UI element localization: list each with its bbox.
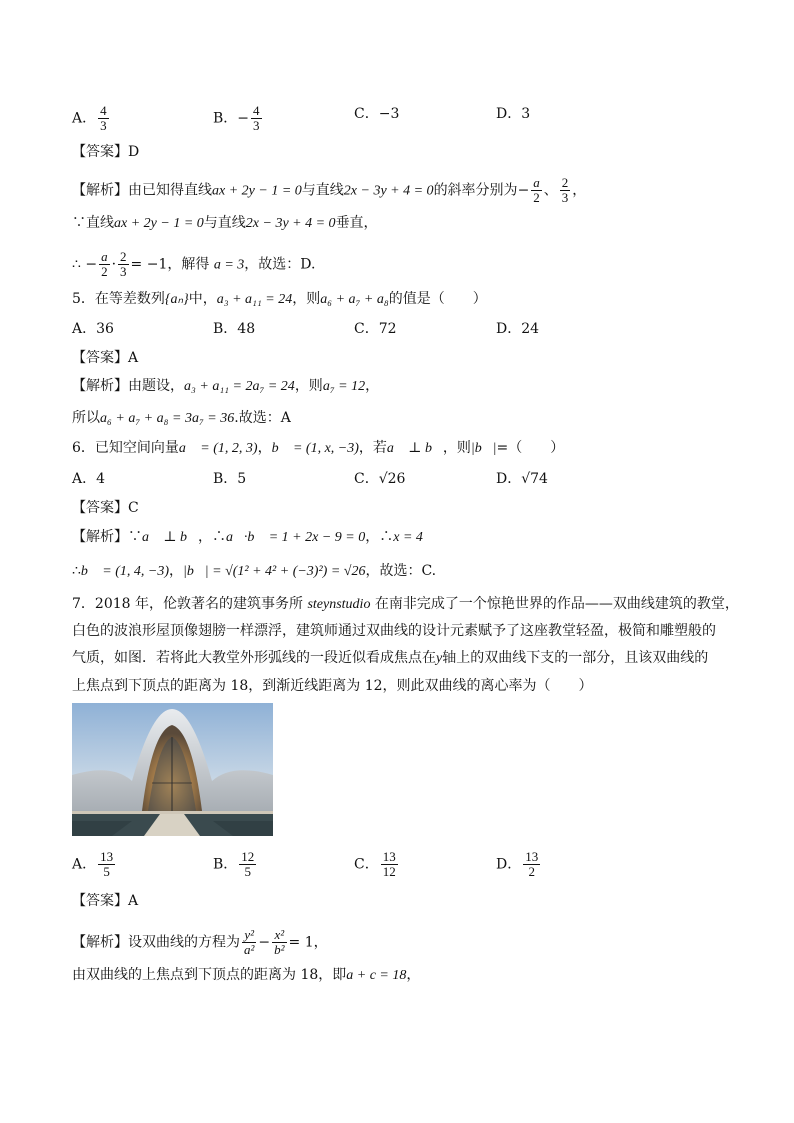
q4-option-c: C．−3 xyxy=(354,106,400,122)
hyperbolic-chapel-image xyxy=(72,703,273,836)
q6-option-a: A．4 xyxy=(72,471,106,487)
q7-option-c-fraction: $\frac{13}{12}$ xyxy=(382,849,396,879)
q6-option-c: C．√26 xyxy=(354,471,406,487)
q5-explanation-line2: 所以a₆ + a₇ + a₈ = 3a₇ = 36.故选：A xyxy=(72,410,291,426)
q5-option-a: A．36 xyxy=(72,321,114,337)
q4-explanation-line1: 【解析】由已知得直线ax + 2y − 1 = 0与直线2x − 3y + 4 = 0的斜率分别为− $\frac{a}{2}$ 、 $\frac{2}{3}$ ， xyxy=(72,175,587,205)
q7-answer: 【答案】A xyxy=(72,893,139,909)
q7-stem-line3: 气质，如图．若将此大教堂外形弧线的一段近似看成焦点在y轴上的双曲线下支的一部分，且该双曲线的 xyxy=(72,650,709,666)
q6-stem: 6．已知空间向量a⃗ = (1, 2, 3)，b⃗ = (1, x, −3)，若a⃗ ⊥ b⃗，则|b⃗|=（ ） xyxy=(72,440,565,456)
q6-option-b: B．5 xyxy=(213,471,247,487)
q5-option-d: D．24 xyxy=(496,321,540,337)
q7-explanation-line2: 由双曲线的上焦点到下顶点的距离为 18，即a + c = 18， xyxy=(72,967,421,983)
q7-stem-line2: 白色的波浪形屋顶像翅膀一样漂浮，建筑师通过双曲线的设计元素赋予了这座教堂轻盈，极简和雕塑般的 xyxy=(72,623,716,639)
q5-explanation-line1: 【解析】由题设，a₃ + a₁₁ = 2a₇ = 24，则a₇ = 12， xyxy=(72,378,380,394)
q4-option-b-fraction: $\frac{4}{3}$ xyxy=(253,103,260,133)
q4-option-a-fraction: $\frac{4}{3}$ xyxy=(100,103,107,133)
q6-answer: 【答案】C xyxy=(72,500,139,516)
q7-option-a-fraction: $\frac{13}{5}$ xyxy=(100,849,114,879)
q4-option-b: B．− $\frac{4}{3}$ xyxy=(213,103,260,133)
q7-stem-line1: 7．2018 年，伦敦著名的建筑事务所 steynstudio 在南非完成了一个惊艳世界的作品——双曲线建筑的教堂， xyxy=(72,596,739,612)
product-fraction-1: $\frac{a}{2}$ xyxy=(101,249,108,279)
q5-option-b: B．48 xyxy=(213,321,256,337)
slope-fraction-2: $\frac{2}{3}$ xyxy=(561,175,569,205)
q4-answer: 【答案】D xyxy=(72,144,140,160)
q4-option-a: A． $\frac{4}{3}$ xyxy=(72,103,107,133)
q7-option-a: A． $\frac{13}{5}$ xyxy=(72,849,114,879)
chapel-photo xyxy=(72,703,273,836)
q6-explanation-line1: 【解析】∵a⃗ ⊥ b⃗，∴a⃗·b⃗ = 1 + 2x − 9 = 0，∴x = 4 xyxy=(72,529,423,545)
q6-option-d: D．√74 xyxy=(496,471,548,487)
q4-explanation-line3: ∴ − $\frac{a}{2}$ · $\frac{2}{3}$ = −1，解得 a = 3，故选：D. xyxy=(72,249,316,279)
hyperbola-term-1: $\frac{\text{y²}}{\text{a²}}$ xyxy=(244,927,255,957)
q7-stem-line4: 上焦点到下顶点的距离为 18，到渐近线距离为 12，则此双曲线的离心率为（ ） xyxy=(72,678,593,694)
q7-option-d-fraction: $\frac{13}{2}$ xyxy=(525,849,539,879)
q5-option-c: C．72 xyxy=(354,321,397,337)
q7-option-c: C． $\frac{13}{12}$ xyxy=(354,849,396,879)
q7-option-b-fraction: $\frac{12}{5}$ xyxy=(241,849,255,879)
q7-option-d: D． $\frac{13}{2}$ xyxy=(496,849,539,879)
q5-stem: 5．在等差数列{aₙ}中，a₃ + a₁₁ = 24，则a₆ + a₇ + a₈的值是（ ） xyxy=(72,291,487,307)
q7-option-b: B． $\frac{12}{5}$ xyxy=(213,849,255,879)
q4-explanation-line2: ∵直线ax + 2y − 1 = 0与直线2x − 3y + 4 = 0垂直， xyxy=(72,215,378,231)
q5-answer: 【答案】A xyxy=(72,350,139,366)
q4-option-d: D．3 xyxy=(496,106,531,122)
slope-fraction-1: $\frac{a}{2}$ xyxy=(533,175,540,205)
hyperbola-term-2: $\frac{\text{x²}}{\text{b²}}$ xyxy=(274,927,285,957)
q7-explanation-line1: 【解析】设双曲线的方程为 $\frac{\text{y²}}{\text{a²}}$ − $\frac{\text{x²}}{\text{b²}}$ = 1， xyxy=(72,927,328,957)
product-fraction-2: $\frac{2}{3}$ xyxy=(120,249,127,279)
q6-explanation-line2: ∴b⃗ = (1, 4, −3)，|b⃗| = √(1² + 4² + (−3)²) = √26，故选：C. xyxy=(72,563,437,579)
